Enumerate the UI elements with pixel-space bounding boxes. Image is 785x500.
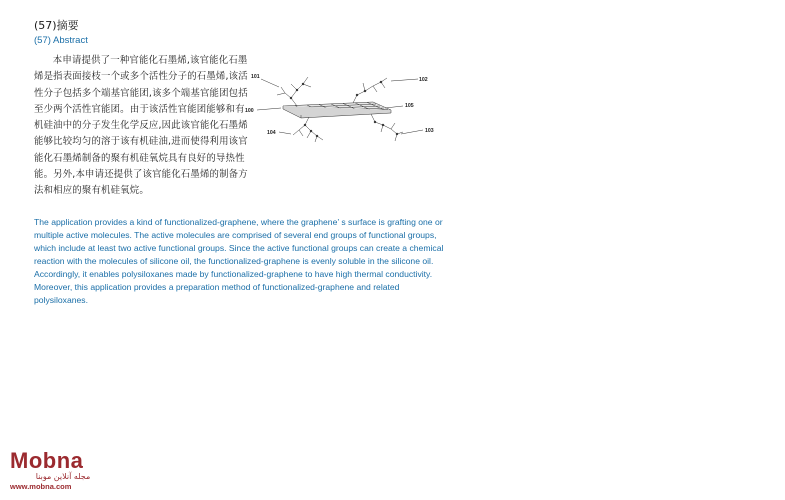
molecule-drawing — [245, 62, 445, 162]
mobna-logo: Mobna — [10, 448, 84, 473]
label-100: 100 — [245, 108, 254, 114]
english-abstract-heading: (57) Abstract — [34, 35, 88, 46]
english-abstract-text: The application provides a kind of functionalized-graphene, where the graphene’ s surface is grafting one or multiple active molecules. The active molecules are comprised of several end groups of functional groups, which include at least two active functional groups. Since the active functional groups can create a chemical reaction with the molecules of silicone oil, the functionalized-graphene is evenly soluble in the silicone oil. Accordingly, it enables polysiloxanes made by functionalized-graphene to have high thermal conductivity. Moreover, this application provides a preparation method of functionalized-graphene and related polysiloxanes. — [34, 217, 444, 305]
label-104: 104 — [267, 130, 276, 136]
label-105: 105 — [405, 103, 414, 109]
label-102: 102 — [419, 77, 428, 83]
mobna-url: www.mobna.com — [10, 482, 72, 491]
mobna-subtitle: مجله آنلاین موبنا — [35, 472, 91, 481]
functionalized-graphene-diagram — [245, 62, 445, 162]
mobna-watermark — [10, 450, 120, 495]
label-103: 103 — [425, 128, 434, 134]
chinese-abstract-heading: (57)摘要 — [34, 19, 79, 32]
graphene-sheet — [283, 102, 391, 118]
label-101: 101 — [251, 74, 260, 80]
chinese-abstract-text: 本申请提供了一种官能化石墨烯,该官能化石墨烯是指表面接枝一个或多个活性分子的石墨烯,该活性分子包括多个端基官能团,该多个端基官能团包括至少两个活性官能团。由于该活性官能团能够和有机硅油中的分子发生化学反应,因此该官能化石墨烯能够比较均匀的溶于该有机硅油,进而使得利用该官能化石墨烯制备的聚有机硅氧烷具有良好的导热性能。另外,本申请还提供了该官能化石墨烯的制备方法和相应的聚有机硅氧烷。 — [34, 55, 248, 197]
